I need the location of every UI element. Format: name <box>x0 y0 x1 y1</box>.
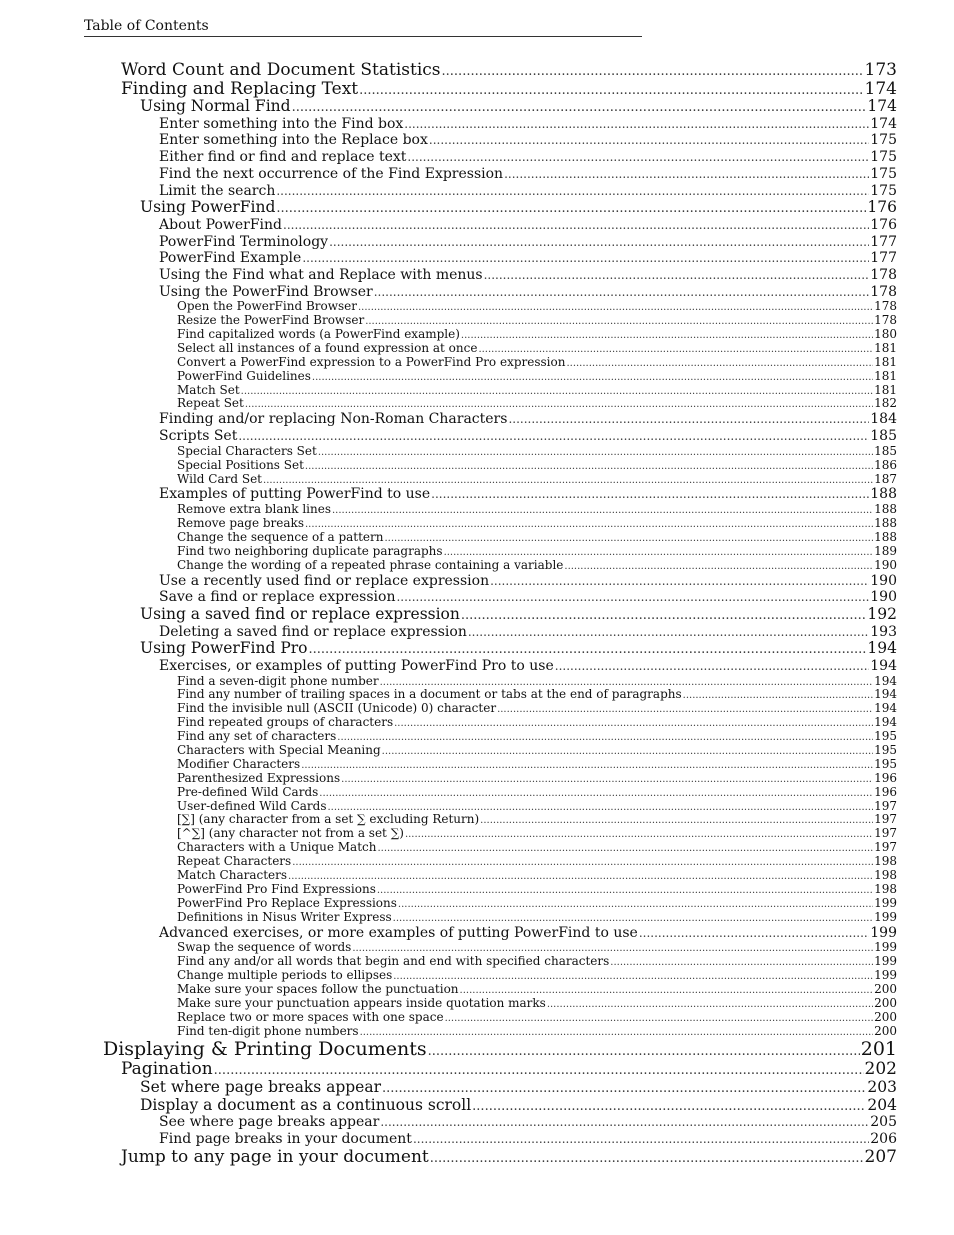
dot-leader <box>245 398 873 412</box>
dot-leader <box>385 532 874 546</box>
table-of-contents <box>0 61 954 1166</box>
toc-entry[interactable] <box>0 911 897 925</box>
toc-entry-title: Replace two or more spaces with one space <box>177 1009 444 1024</box>
toc-entry[interactable] <box>0 1060 897 1079</box>
toc-entry-title: Pre-defined Wild Cards <box>177 784 319 799</box>
toc-entry-page: 205 <box>870 1114 897 1131</box>
toc-entry-page: 199 <box>874 968 897 982</box>
dot-leader <box>319 787 873 801</box>
toc-entry-title: Resize the PowerFind Browser <box>177 313 365 328</box>
dot-leader <box>461 329 873 343</box>
dot-leader <box>276 200 866 218</box>
toc-entry-page: 178 <box>874 313 897 328</box>
dot-leader <box>555 658 870 675</box>
toc-entry-title: Repeat Set <box>177 396 244 411</box>
toc-entry-page: 197 <box>874 840 897 855</box>
toc-entry-page: 195 <box>874 742 897 757</box>
toc-entry-page: 188 <box>870 486 897 503</box>
dot-leader <box>413 1131 869 1148</box>
toc-entry-title: Match Set <box>177 382 240 397</box>
toc-entry[interactable] <box>0 658 897 675</box>
toc-entry-page: 202 <box>864 1059 897 1080</box>
toc-entry[interactable] <box>0 503 897 517</box>
toc-entry[interactable] <box>0 473 897 487</box>
toc-entry[interactable] <box>0 841 897 855</box>
toc-entry[interactable] <box>0 675 897 689</box>
toc-entry-page: 185 <box>870 428 897 445</box>
toc-entry-page: 193 <box>870 623 897 640</box>
toc-entry-page: 175 <box>870 132 897 149</box>
dot-leader <box>396 589 869 606</box>
toc-entry-page: 206 <box>870 1130 897 1147</box>
dot-leader <box>398 898 873 912</box>
toc-entry[interactable] <box>0 702 897 716</box>
toc-entry[interactable] <box>0 116 897 133</box>
toc-entry-title: Pagination <box>121 1059 213 1080</box>
dot-leader <box>566 357 873 371</box>
toc-entry[interactable] <box>0 486 897 503</box>
toc-entry[interactable] <box>0 61 897 80</box>
toc-entry-title: Select all instances of a found expression at once <box>177 340 478 355</box>
toc-entry-title: Definitions in Nisus Writer Express <box>177 909 392 924</box>
toc-entry[interactable] <box>0 869 897 883</box>
toc-entry-title: Jump to any page in your document <box>121 1146 429 1167</box>
toc-entry-page: 190 <box>870 589 897 606</box>
dot-leader <box>292 856 873 870</box>
toc-entry-title: Save a find or replace expression <box>159 589 396 606</box>
toc-entry-page: 199 <box>874 895 897 910</box>
toc-entry-page: 203 <box>867 1078 897 1097</box>
toc-entry-page: 194 <box>874 701 897 716</box>
toc-entry[interactable] <box>0 545 897 559</box>
toc-entry-title: Advanced exercises, or more examples of putting PowerFind to use <box>159 924 638 941</box>
toc-entry-page: 181 <box>874 340 897 355</box>
dot-leader <box>547 998 873 1012</box>
toc-entry[interactable] <box>0 730 897 744</box>
dot-leader <box>431 486 869 503</box>
dot-leader <box>318 446 873 460</box>
toc-entry-title: Find repeated groups of characters <box>177 715 394 730</box>
toc-entry[interactable] <box>0 300 897 314</box>
toc-entry-title: Deleting a saved find or replace expression <box>159 623 467 640</box>
toc-entry-page: 200 <box>874 981 897 996</box>
toc-entry[interactable] <box>0 328 897 342</box>
toc-entry-page: 175 <box>870 182 897 199</box>
toc-entry-page: 185 <box>874 443 897 458</box>
toc-entry-page: 198 <box>874 854 897 869</box>
toc-entry-page: 188 <box>874 529 897 544</box>
toc-entry-page: 177 <box>870 250 897 267</box>
toc-entry-page: 190 <box>870 572 897 589</box>
toc-entry[interactable] <box>0 573 897 590</box>
toc-entry-page: 174 <box>864 78 897 99</box>
toc-entry[interactable] <box>0 98 897 116</box>
toc-entry[interactable] <box>0 897 897 911</box>
toc-entry-page: 187 <box>874 471 897 486</box>
toc-entry[interactable] <box>0 1011 897 1025</box>
toc-entry[interactable] <box>0 459 897 473</box>
toc-entry-title: Remove extra blank lines <box>177 502 331 517</box>
running-header <box>84 16 642 37</box>
dot-leader <box>504 166 869 183</box>
dot-leader <box>393 970 873 984</box>
toc-entry-title: Repeat Characters <box>177 854 292 869</box>
toc-entry-page: 181 <box>874 382 897 397</box>
toc-entry[interactable] <box>0 411 897 428</box>
toc-entry-page: 197 <box>874 826 897 841</box>
dot-leader <box>283 217 869 234</box>
toc-entry[interactable] <box>0 166 897 183</box>
toc-entry[interactable] <box>0 772 897 786</box>
toc-entry-page: 184 <box>870 411 897 428</box>
toc-entry-title: Find ten-digit phone numbers <box>177 1023 359 1038</box>
toc-entry-title: Finding and Replacing Text <box>121 78 359 99</box>
toc-entry-page: 182 <box>874 396 897 411</box>
toc-entry[interactable] <box>0 1131 897 1148</box>
toc-entry[interactable] <box>0 716 897 730</box>
dot-leader <box>337 731 873 745</box>
toc-entry-page: 196 <box>874 770 897 785</box>
toc-entry[interactable] <box>0 800 897 814</box>
toc-entry-title: Match Characters <box>177 867 288 882</box>
toc-entry[interactable] <box>0 1038 897 1060</box>
toc-entry-title: PowerFind Guidelines <box>177 368 311 383</box>
toc-entry-page: 200 <box>874 995 897 1010</box>
toc-entry[interactable] <box>0 813 897 827</box>
dot-leader <box>430 1150 864 1169</box>
toc-entry-title: Convert a PowerFind expression to a PowerFind Pro expression <box>177 354 566 369</box>
toc-entry-page: 200 <box>874 1023 897 1038</box>
toc-entry-title: Using the PowerFind Browser <box>159 283 373 300</box>
toc-entry[interactable] <box>0 342 897 356</box>
toc-entry-title: About PowerFind <box>159 216 283 233</box>
toc-entry-page: 181 <box>874 354 897 369</box>
toc-entry[interactable] <box>0 559 897 573</box>
dot-leader <box>305 460 873 474</box>
toc-entry-title: Change the sequence of a pattern <box>177 529 384 544</box>
toc-entry-title: PowerFind Terminology <box>159 233 329 250</box>
toc-entry[interactable] <box>0 1148 897 1167</box>
toc-entry[interactable] <box>0 384 897 398</box>
toc-entry-page: 174 <box>870 115 897 132</box>
toc-entry[interactable] <box>0 744 897 758</box>
toc-entry-page: 180 <box>874 327 897 342</box>
toc-entry[interactable] <box>0 267 897 284</box>
dot-leader <box>393 912 873 926</box>
toc-entry-page: 199 <box>874 909 897 924</box>
toc-entry-page: 195 <box>874 729 897 744</box>
toc-entry-page: 207 <box>864 1146 897 1167</box>
dot-leader <box>490 573 869 590</box>
dot-leader <box>329 234 869 251</box>
toc-entry-title: PowerFind Pro Replace Expressions <box>177 895 397 910</box>
dot-leader <box>468 624 869 641</box>
toc-entry-title: Enter something into the Find box <box>159 115 404 132</box>
dot-leader <box>358 301 873 315</box>
toc-entry-title: Modifier Characters <box>177 756 301 771</box>
toc-entry-page: 188 <box>874 516 897 530</box>
toc-entry[interactable] <box>0 624 897 641</box>
dot-leader <box>405 828 873 842</box>
toc-entry-title: Set where page breaks appear <box>140 1078 381 1097</box>
dot-leader <box>332 504 873 518</box>
toc-entry-title: Either find or find and replace text <box>159 149 407 166</box>
toc-entry-page: 192 <box>867 604 897 623</box>
toc-entry-title: Special Positions Set <box>177 457 304 472</box>
toc-entry-page: 181 <box>874 368 897 383</box>
toc-entry-title: Make sure your punctuation appears inside quotation marks <box>177 995 546 1010</box>
dot-leader <box>484 267 870 284</box>
dot-leader <box>377 884 873 898</box>
dot-leader <box>341 773 873 787</box>
toc-entry-title: Using the Find what and Replace with menus <box>159 266 483 283</box>
toc-entry-page: 178 <box>874 299 897 314</box>
toc-entry[interactable] <box>0 606 897 624</box>
toc-entry-page: 196 <box>874 784 897 799</box>
toc-entry-page: 186 <box>874 457 897 472</box>
toc-entry-title: Change multiple periods to ellipses <box>177 968 393 982</box>
toc-entry[interactable] <box>0 428 897 445</box>
toc-entry[interactable] <box>0 855 897 869</box>
toc-entry-title: Swap the sequence of words <box>177 940 352 955</box>
toc-entry-title: Display a document as a continuous scroll <box>140 1095 472 1114</box>
toc-entry[interactable] <box>0 1114 897 1131</box>
toc-entry-title: Remove page breaks <box>177 516 304 530</box>
toc-entry-page: 195 <box>874 756 897 771</box>
toc-entry-page: 176 <box>870 216 897 233</box>
toc-entry[interactable] <box>0 955 897 969</box>
toc-entry-page: 173 <box>864 60 897 80</box>
toc-entry-title: Find two neighboring duplicate paragraphs <box>177 543 443 558</box>
dot-leader <box>497 703 873 717</box>
dot-leader <box>292 99 867 117</box>
toc-entry-title: [^∑] (any character not from a set ∑) <box>177 826 404 841</box>
toc-entry-page: 178 <box>870 283 897 300</box>
toc-entry-title: Limit the search <box>159 182 276 199</box>
toc-entry-page: 200 <box>874 1009 897 1024</box>
dot-leader <box>301 759 873 773</box>
toc-entry-title: Displaying & Printing Documents <box>103 1038 427 1061</box>
toc-entry[interactable] <box>0 183 897 200</box>
toc-entry[interactable] <box>0 234 897 251</box>
toc-entry-page: 201 <box>860 1038 897 1061</box>
toc-entry-page: 174 <box>867 97 897 116</box>
dot-leader <box>360 1026 874 1040</box>
dot-leader <box>238 428 869 445</box>
toc-entry[interactable] <box>0 149 897 166</box>
dot-leader <box>309 641 867 659</box>
dot-leader <box>276 183 869 200</box>
toc-entry-title: Using PowerFind <box>140 198 276 217</box>
toc-entry-title: Using Normal Find <box>140 97 291 116</box>
toc-entry-title: Special Characters Set <box>177 443 317 458</box>
dot-leader <box>610 956 873 970</box>
dot-leader <box>480 814 873 828</box>
toc-entry[interactable] <box>0 997 897 1011</box>
dot-leader <box>302 250 869 267</box>
dot-leader <box>683 689 873 703</box>
toc-entry[interactable] <box>0 132 897 149</box>
toc-entry-title: Find any and/or all words that begin and end with specified characters <box>177 954 610 969</box>
toc-entry[interactable] <box>0 1025 897 1039</box>
toc-entry-title: Find the next occurrence of the Find Expression <box>159 165 504 182</box>
toc-entry[interactable] <box>0 80 897 99</box>
toc-entry-title: Exercises, or examples of putting PowerFind Pro to use <box>159 657 554 674</box>
toc-entry-title: Enter something into the Replace box <box>159 132 428 149</box>
toc-entry-page: 194 <box>867 639 897 658</box>
toc-entry-page: 188 <box>874 502 897 517</box>
toc-entry-page: 199 <box>874 940 897 955</box>
dot-leader <box>263 474 873 488</box>
toc-entry-title: Find any set of characters <box>177 729 337 744</box>
toc-entry-title: Scripts Set <box>159 428 238 445</box>
toc-entry[interactable] <box>0 983 897 997</box>
toc-entry-title: [∑] (any character from a set ∑ excluding Return) <box>177 812 480 827</box>
toc-entry-title: Examples of putting PowerFind to use <box>159 486 431 503</box>
dot-leader <box>394 717 873 731</box>
toc-entry-title: Find page breaks in your document <box>159 1130 412 1147</box>
toc-entry-page: 204 <box>867 1095 897 1114</box>
toc-entry-page: 198 <box>874 881 897 896</box>
toc-entry[interactable] <box>0 969 897 983</box>
toc-entry-page: 197 <box>874 798 897 813</box>
dot-leader <box>508 411 869 428</box>
dot-leader <box>639 925 869 942</box>
toc-entry[interactable] <box>0 314 897 328</box>
dot-leader <box>382 1080 866 1098</box>
toc-entry-page: 199 <box>870 924 897 941</box>
dot-leader <box>305 518 873 532</box>
toc-entry[interactable] <box>0 883 897 897</box>
toc-entry-title: Use a recently used find or replace expression <box>159 572 490 589</box>
toc-entry[interactable] <box>0 250 897 267</box>
toc-entry-page: 198 <box>874 867 897 882</box>
dot-leader <box>407 149 869 166</box>
toc-entry-title: Find the invisible null (ASCII (Unicode) 0) character <box>177 701 497 716</box>
toc-entry-title: PowerFind Pro Find Expressions <box>177 881 376 896</box>
toc-entry-page: 194 <box>874 687 897 702</box>
toc-entry[interactable] <box>0 589 897 606</box>
toc-entry-title: Find any number of trailing spaces in a document or tabs at the end of paragraphs <box>177 687 682 702</box>
toc-entry-page: 194 <box>870 657 897 674</box>
toc-entry-page: 199 <box>874 954 897 969</box>
dot-leader <box>241 385 873 399</box>
toc-entry[interactable] <box>0 531 897 545</box>
toc-entry[interactable] <box>0 688 897 702</box>
toc-entry[interactable] <box>0 370 897 384</box>
toc-entry-title: Finding and/or replacing Non-Roman Characters <box>159 411 508 428</box>
toc-entry-page: 194 <box>874 715 897 730</box>
toc-entry-title: Using a saved find or replace expression <box>140 604 460 623</box>
toc-entry[interactable] <box>0 199 897 217</box>
toc-entry-page: 177 <box>870 233 897 250</box>
dot-leader <box>472 1098 866 1116</box>
toc-entry[interactable] <box>0 827 897 841</box>
toc-entry[interactable] <box>0 217 897 234</box>
dot-leader <box>564 560 873 574</box>
dot-leader <box>445 1012 874 1026</box>
toc-entry-title: Find a seven-digit phone number <box>177 673 379 688</box>
toc-entry[interactable] <box>0 517 897 531</box>
toc-entry-page: 175 <box>870 149 897 166</box>
dot-leader <box>312 371 873 385</box>
toc-entry-title: See where page breaks appear <box>159 1114 380 1131</box>
toc-entry[interactable] <box>0 1079 897 1097</box>
toc-entry[interactable] <box>0 758 897 772</box>
toc-entry-title: Make sure your spaces follow the punctuation <box>177 981 459 996</box>
toc-entry-title: User-defined Wild Cards <box>177 798 327 813</box>
toc-entry-page: 194 <box>874 673 897 688</box>
dot-leader <box>377 842 873 856</box>
toc-entry-title: Word Count and Document Statistics <box>121 60 441 80</box>
toc-entry-page: 175 <box>870 165 897 182</box>
toc-entry-page: 189 <box>874 543 897 558</box>
toc-entry[interactable] <box>0 640 897 658</box>
toc-entry-title: Open the PowerFind Browser <box>177 299 357 314</box>
toc-entry-title: Using PowerFind Pro <box>140 639 308 658</box>
toc-entry-page: 178 <box>870 266 897 283</box>
toc-entry-title: PowerFind Example <box>159 250 302 267</box>
dot-leader <box>429 132 869 149</box>
toc-entry[interactable] <box>0 1097 897 1115</box>
toc-entry-title: Characters with Special Meaning <box>177 742 381 757</box>
toc-entry-title: Wild Card Set <box>177 471 263 486</box>
toc-entry[interactable] <box>0 284 897 301</box>
toc-entry[interactable] <box>0 786 897 800</box>
toc-entry[interactable] <box>0 925 897 942</box>
dot-leader <box>382 745 873 759</box>
toc-entry-title: Change the wording of a repeated phrase containing a variable <box>177 557 564 572</box>
toc-entry[interactable] <box>0 356 897 370</box>
toc-entry-title: Characters with a Unique Match <box>177 840 377 855</box>
dot-leader <box>374 284 870 301</box>
toc-entry-page: 190 <box>874 557 897 572</box>
toc-entry-title: Find capitalized words (a PowerFind example) <box>177 327 460 342</box>
dot-leader <box>404 116 869 133</box>
toc-entry[interactable] <box>0 445 897 459</box>
header-title: Table of Contents <box>84 18 209 34</box>
toc-entry[interactable] <box>0 397 897 411</box>
toc-entry[interactable] <box>0 941 897 955</box>
dot-leader <box>380 1114 869 1131</box>
toc-entry-title: Parenthesized Expressions <box>177 770 341 785</box>
dot-leader <box>461 607 867 625</box>
toc-entry-page: 197 <box>874 812 897 827</box>
toc-entry-page: 176 <box>867 198 897 217</box>
